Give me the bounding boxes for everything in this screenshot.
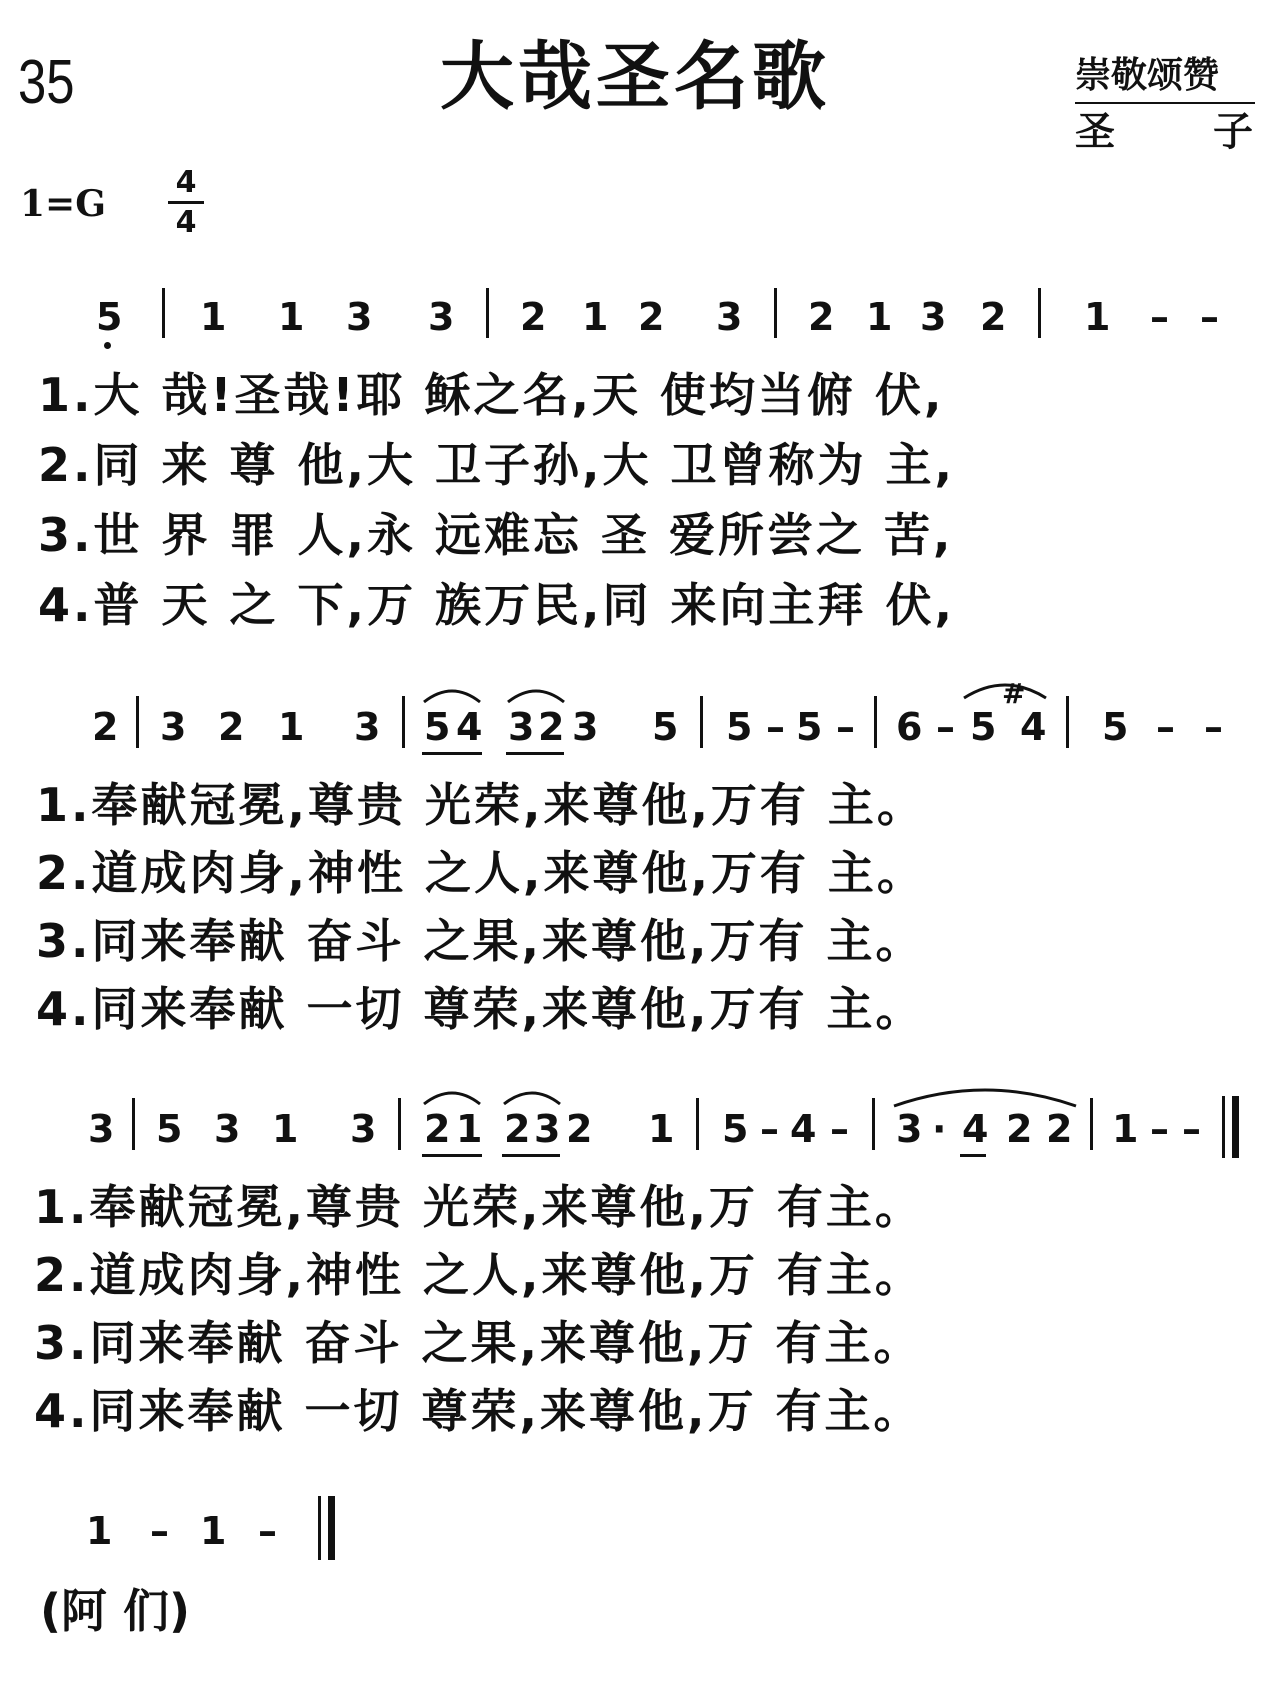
note: 1	[1084, 295, 1111, 339]
note: 1	[278, 295, 305, 339]
barline	[1066, 696, 1069, 748]
sharp-sign: #	[1002, 677, 1026, 710]
note: 2	[424, 1107, 451, 1151]
barline	[1090, 1098, 1093, 1150]
note: 1	[278, 705, 305, 749]
lyric-verse-2: 2.同 来 尊 他,大 卫子孙,大 卫曾称为 主,	[38, 438, 955, 492]
note: –	[1156, 705, 1175, 749]
note: 1	[200, 295, 227, 339]
note: 1	[648, 1107, 675, 1151]
note: 2	[504, 1107, 531, 1151]
note: 3	[354, 705, 381, 749]
barline	[774, 288, 777, 338]
note: 1	[272, 1107, 299, 1151]
slur	[500, 1082, 564, 1106]
slur	[890, 1078, 1080, 1108]
note: 2	[92, 705, 119, 749]
lyric-verse-3: 3.同来奉献 奋斗 之果,来尊他,万有 主。	[36, 914, 925, 968]
final-barline-thin	[318, 1496, 321, 1560]
note: 1	[866, 295, 893, 339]
lyric-verse-2: 2.道成肉身,神性 之人,来尊他,万 有主。	[34, 1248, 924, 1302]
note: –	[258, 1509, 277, 1553]
final-barline-thick	[328, 1496, 335, 1560]
author-char-2: 子	[1213, 109, 1253, 155]
note: 5	[96, 295, 123, 339]
eighth-underline	[422, 752, 482, 755]
note: 5	[652, 705, 679, 749]
barline	[874, 696, 877, 748]
barline	[402, 696, 405, 748]
note: 2	[218, 705, 245, 749]
amen-lyric: (阿 们)	[40, 1584, 191, 1638]
lyric-verse-3: 3.世 界 罪 人,永 远难忘 圣 爱所尝之 苦,	[38, 508, 954, 562]
note: 3	[896, 1107, 923, 1151]
note: 2	[980, 295, 1007, 339]
hymn-category: 崇敬颂赞	[1075, 55, 1220, 96]
note: 5	[722, 1107, 749, 1151]
note: –	[760, 1107, 779, 1151]
author-char-1: 圣	[1075, 109, 1115, 155]
note: 3	[572, 705, 599, 749]
lyric-verse-1: 1.大 哉!圣哉!耶 稣之名,天 使均当俯 伏,	[38, 368, 945, 422]
eighth-underline	[960, 1154, 986, 1157]
category-underline	[1075, 102, 1255, 104]
time-signature-top: 4	[175, 165, 197, 200]
barline	[700, 696, 703, 748]
note: 3	[214, 1107, 241, 1151]
lyric-verse-3: 3.同来奉献 奋斗 之果,来尊他,万 有主。	[34, 1316, 923, 1370]
lyric-verse-2: 2.道成肉身,神性 之人,来尊他,万有 主。	[36, 846, 926, 900]
note: 5	[424, 705, 451, 749]
note: 2	[566, 1107, 593, 1151]
eighth-underline	[422, 1154, 482, 1157]
eighth-underline	[506, 752, 564, 755]
barline	[1038, 288, 1041, 338]
barline	[132, 1098, 135, 1150]
barline	[398, 1098, 401, 1150]
final-barline-thick	[1232, 1096, 1239, 1158]
note: 1	[582, 295, 609, 339]
key-signature: 1=G	[20, 183, 106, 225]
note: –	[766, 705, 785, 749]
lyric-verse-1: 1.奉献冠冕,尊贵 光荣,来尊他,万 有主。	[34, 1180, 924, 1234]
barline	[696, 1098, 699, 1150]
note: 3	[160, 705, 187, 749]
barline	[136, 696, 139, 748]
note: 4	[962, 1107, 989, 1151]
note: 3	[346, 295, 373, 339]
barline	[162, 288, 165, 338]
note: –	[936, 705, 955, 749]
lyric-verse-4: 4.普 天 之 下,万 族万民,同 来向主拜 伏,	[38, 578, 955, 632]
note: 3	[88, 1107, 115, 1151]
hymn-number: 35	[18, 48, 75, 117]
note: 4	[790, 1107, 817, 1151]
note: 6	[896, 705, 923, 749]
slur	[960, 672, 1050, 700]
barline	[872, 1098, 875, 1150]
lyric-verse-4: 4.同来奉献 一切 尊荣,来尊他,万 有主。	[34, 1384, 923, 1438]
note: 5	[970, 705, 997, 749]
final-barline-thin	[1222, 1096, 1225, 1158]
lyric-verse-4: 4.同来奉献 一切 尊荣,来尊他,万有 主。	[36, 982, 925, 1036]
note: 2	[1046, 1107, 1073, 1151]
note: 5	[796, 705, 823, 749]
barline	[486, 288, 489, 338]
note: 1	[86, 1509, 113, 1553]
time-signature	[168, 165, 204, 240]
note: –	[836, 705, 855, 749]
note: 4	[456, 705, 483, 749]
note: 4	[1020, 705, 1047, 749]
note: 2	[808, 295, 835, 339]
lyric-verse-1: 1.奉献冠冕,尊贵 光荣,来尊他,万有 主。	[36, 778, 926, 832]
time-signature-bottom: 4	[175, 205, 197, 240]
note: –	[1200, 295, 1219, 339]
note: –	[1182, 1107, 1201, 1151]
note: –	[150, 1509, 169, 1553]
note: 1	[200, 1509, 227, 1553]
note: 2	[538, 705, 565, 749]
note: 1	[1112, 1107, 1139, 1151]
note: 5	[156, 1107, 183, 1151]
note: 2	[1006, 1107, 1033, 1151]
note: –	[830, 1107, 849, 1151]
note: 5	[1102, 705, 1129, 749]
note: 3	[508, 705, 535, 749]
slur	[420, 1082, 484, 1106]
note: 2	[638, 295, 665, 339]
note: –	[1150, 295, 1169, 339]
note: 5	[726, 705, 753, 749]
note: 3	[716, 295, 743, 339]
note: –	[1204, 705, 1223, 749]
eighth-underline	[502, 1154, 560, 1157]
note: –	[1150, 1107, 1169, 1151]
note: 3	[428, 295, 455, 339]
low-octave-dot	[104, 342, 111, 349]
note: 3	[534, 1107, 561, 1151]
note: 2	[520, 295, 547, 339]
slur	[504, 680, 568, 704]
slur	[420, 680, 484, 704]
note: 3	[920, 295, 947, 339]
note: 1	[456, 1107, 483, 1151]
time-signature-line	[168, 201, 204, 204]
augmentation-dot: ·	[932, 1107, 947, 1151]
hymn-author	[1075, 109, 1253, 155]
hymn-title: 大哉圣名歌	[440, 34, 830, 120]
note: 3	[350, 1107, 377, 1151]
